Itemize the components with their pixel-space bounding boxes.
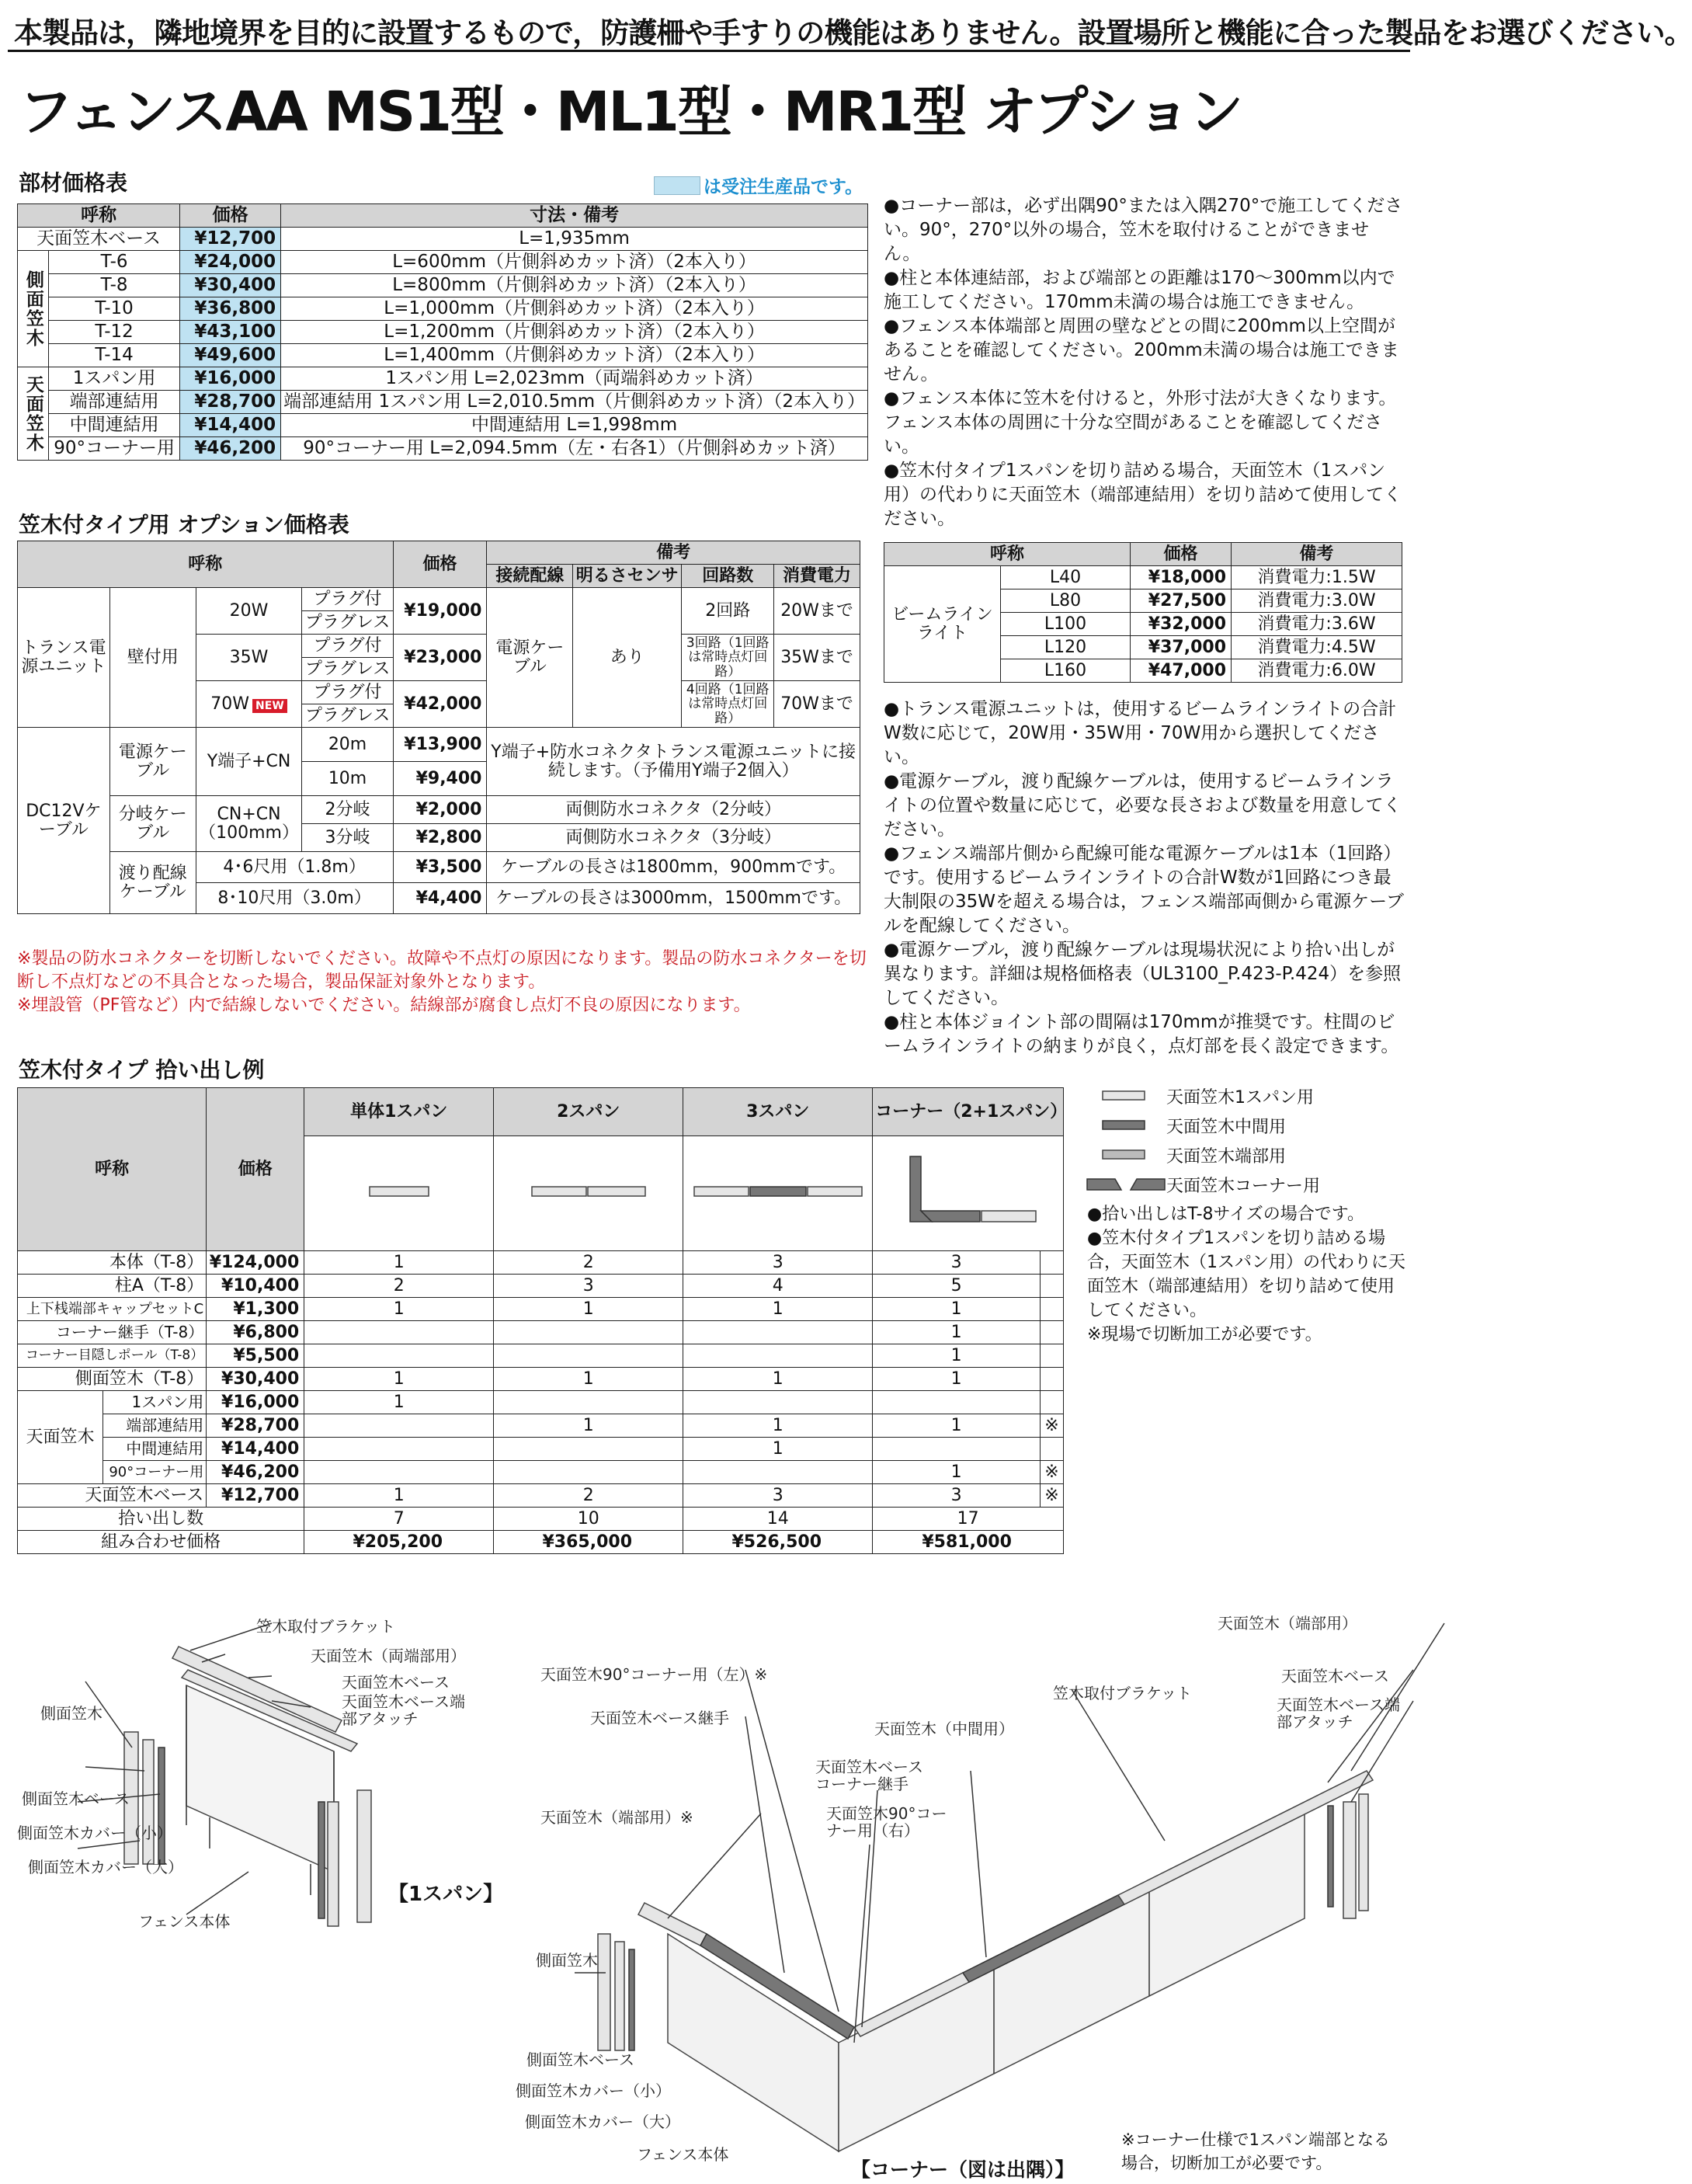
label-1span-cover-small: 側面笠木カバー（小） xyxy=(17,1824,172,1842)
header-divider xyxy=(8,50,1410,52)
label-1span-bracket: 笠木取付ブラケット xyxy=(256,1617,395,1636)
table-row: T-12 ¥43,100 L=1,200mm（片側斜めカット済）（2本入り） xyxy=(18,321,868,344)
label-1span-top-base: 天面笠木ベース xyxy=(342,1673,450,1692)
corner-footnote: ※コーナー仕様で1スパン端部となる場合，切断加工が必要です。 xyxy=(1121,2130,1390,2172)
option-table-title: 笠木付タイプ用 オプション価格表 xyxy=(19,512,349,537)
table-row: 端部連結用 ¥28,700 1 1 1 ※ xyxy=(18,1414,1064,1438)
label-1span-side-rail: 側面笠木 xyxy=(40,1704,102,1723)
new-badge: NEW xyxy=(252,699,287,713)
table-row: 拾い出し数 7 10 14 17 xyxy=(18,1508,1064,1531)
table-row: L120 ¥37,000 消費電力:4.5W xyxy=(884,636,1402,659)
parts-table-title: 部材価格表 xyxy=(19,170,128,196)
label-corner-top-end-right: 天面笠木（端部用） xyxy=(1218,1614,1357,1633)
table-row: 90°コーナー用 ¥46,200 90°コーナー用 L=2,094.5mm（左・右各1）（片側斜めカット済） xyxy=(18,437,868,461)
pickup-table: 呼称 価格 単体1スパン 2スパン 3スパン コーナー（2+1スパン） 本体（T-8） ¥124,000 1 2 3 3 柱A（T-8） ¥10,400 2 3 4 5 上下桟端部キャップセットC ¥1,300 1 1 1 1 コーナー継手（T-8） ¥6,800 1 コーナー目隠しポール（T-8） ¥5,500 1 側面笠木（T-8） ¥30,400 1 1 1 1 天面笠木 1スパン用 ¥16,000 1 端部連結用 ¥28,700 1 1 1 ※ 中間連結用 ¥14,400 1 90°コーナー用 ¥46,200 1 ※ 天面笠木ベース ¥12,700 1 2 3 3 ※ 拾い出し数 7 10 14 17 組み合わせ価格 ¥205,200 ¥365,000 ¥526,500 ¥581,000 xyxy=(17,1087,1064,1554)
table-row: ビームラインライト L40 ¥18,000 消費電力:1.5W xyxy=(884,566,1402,589)
beam-line-table: 呼称 価格 備考 ビームラインライト L40 ¥18,000 消費電力:1.5W L80 ¥27,500 消費電力:3.0W L100 ¥32,000 消費電力:3.6W L120 ¥37,000 消費電力:4.5W L160 ¥47,000 消費電力:6.0W xyxy=(884,542,1402,683)
table-row: 35W プラグ付 ¥23,000 3回路（1回路は常時点灯回路） 35Wまで xyxy=(18,635,860,658)
label-1span-fence-body: フェンス本体 xyxy=(138,1912,231,1931)
table-row: T-8 ¥30,400 L=800mm（片側斜めカット済）（2本入り） xyxy=(18,274,868,297)
caption-1span: 【1スパン】 xyxy=(388,1883,504,1906)
layout-2span xyxy=(494,1136,683,1251)
table-row: 90°コーナー用 ¥46,200 1 ※ xyxy=(18,1461,1064,1484)
table-row: 天面笠木 1スパン用 ¥16,000 1 xyxy=(18,1391,1064,1414)
label-corner-top-base: 天面笠木ベース xyxy=(1281,1667,1389,1685)
option-price-table: 呼称 価格 備考 接続配線 明るさセンサ 回路数 消費電力 トランス電源ユニット 壁付用 20W プラグ付 ¥19,000 電源ケーブル あり 2回路 20Wまで プラグレス 35W プラグ付 ¥23,000 3回路（1回路は常時点灯回路） 35Wまで プラグレス 70W NEW プラグ付 ¥42,000 4回路（1回路は常時点灯回路） 70Wまで プラグレス DC12Vケーブル 電源ケーブル Y端子+CN 20m ¥13,900 Y端子+防水コネクタトランス電源ユニットに接続します。（予備用Y端子2個入） 10m ¥9,400 分岐ケーブル CN+CN（100mm） 2分岐 ¥2,000 両側防水コネクタ（2分岐） 3分岐 ¥2,800 両側防水コネクタ（3分岐） 渡り配線ケーブル 4･6尺用（1.8m） ¥3,500 ケーブルの長さは1800mm，900mmです。 8･10尺用（3.0m） ¥4,400 ケーブルの長さは3000mm，1500mmです。 xyxy=(17,541,860,914)
label-1span-side-base: 側面笠木ベース xyxy=(22,1789,130,1808)
table-row: 天面笠木ベース ¥12,700 L=1,935mm xyxy=(18,228,868,251)
table-row: 分岐ケーブル CN+CN（100mm） 2分岐 ¥2,000 両側防水コネクタ（2分岐） xyxy=(18,796,860,824)
table-row: L80 ¥27,500 消費電力:3.0W xyxy=(884,589,1402,613)
made-to-order-legend: は受注生産品です。 xyxy=(654,172,863,198)
table-row: 側面笠木 T-6 ¥24,000 L=600mm（片側斜めカット済）（2本入り） xyxy=(18,251,868,274)
layout-corner xyxy=(873,1136,1064,1251)
label-corner-middle: 天面笠木（中間用） xyxy=(874,1720,1014,1738)
header-note: 寸法・備考 xyxy=(281,204,868,228)
pickup-table-title: 笠木付タイプ 拾い出し例 xyxy=(19,1057,265,1083)
page-title: フェンスAA MS1型・ML1型・MR1型 オプション xyxy=(19,80,1242,144)
table-row: 上下桟端部キャップセットC ¥1,300 1 1 1 1 xyxy=(18,1298,1064,1321)
table-row: コーナー継手（T-8） ¥6,800 1 xyxy=(18,1321,1064,1344)
table-row: コーナー目隠しポール（T-8） ¥5,500 1 xyxy=(18,1344,1064,1368)
label-corner-cover-large: 側面笠木カバー（大） xyxy=(525,2113,680,2131)
label-corner-bracket: 笠木取付ブラケット xyxy=(1053,1684,1192,1702)
table-row: 70W NEW プラグ付 ¥42,000 4回路（1回路は常時点灯回路） 70Wまで xyxy=(18,681,860,704)
header-price: 価格 xyxy=(180,204,281,228)
notes-mid: ●トランス電源ユニットは，使用するビームラインライトの合計W数に応じて，20W用・35W用・70W用から選択してください。 ●電源ケーブル，渡り配線ケーブルは，使用するビームラインライトの位置や数量に応じて，必要な長さおよび数量を用意してください。 ●フェンス端部片側から配線可能な電源ケーブルは1本（1回路）です。使用するビームラインライトの合計W数が1回路につき最大制限の35Wを超える場合は，フェンス端部両側から電源ケーブルを配線してください。 ●電源ケーブル，渡り配線ケーブルは現場状況により拾い出しが異なります。詳細は規格価格表（UL3100_P.423-P.424）を参照してください。 ●柱と本体ジョイント部の間隔は170mmが推奨です。柱間のビームラインライトの納まりが良く，点灯部を長く設定できます。 xyxy=(884,699,1405,1056)
table-row: L160 ¥47,000 消費電力:6.0W xyxy=(884,659,1402,683)
layout-1span xyxy=(304,1136,494,1251)
table-row: L100 ¥32,000 消費電力:3.6W xyxy=(884,613,1402,636)
pickup-legend: 天面笠木1スパン用 天面笠木中間用 天面笠木端部用 天面笠木コーナー用 xyxy=(1087,1081,1405,1199)
table-row: 端部連結用 ¥28,700 端部連結用 1スパン用 L=2,010.5mm（片側斜めカット済）（2本入り） xyxy=(18,391,868,414)
table-row: 側面笠木（T-8） ¥30,400 1 1 1 1 xyxy=(18,1368,1064,1391)
label-corner-90-left: 天面笠木90°コーナー用（左）※ xyxy=(540,1665,768,1684)
table-row: 渡り配線ケーブル 4･6尺用（1.8m） ¥3,500 ケーブルの長さは1800mm，900mmです。 xyxy=(18,852,860,883)
table-row: T-14 ¥49,600 L=1,400mm（片側斜めカット済）（2本入り） xyxy=(18,344,868,367)
label-1span-end-attach: 天面笠木ベース端部アタッチ xyxy=(342,1692,465,1728)
table-row: 中間連結用 ¥14,400 1 xyxy=(18,1438,1064,1461)
caption-corner: 【コーナー（図は出隅）】 xyxy=(851,2158,1075,2181)
label-corner-fence-body: フェンス本体 xyxy=(637,2145,729,2164)
label-corner-90-right: 天面笠木90°コーナー用（右） xyxy=(826,1804,947,1840)
label-corner-base-joint: 天面笠木ベース継手 xyxy=(590,1709,729,1727)
table-row: 天面笠木ベース ¥12,700 1 2 3 3 ※ xyxy=(18,1484,1064,1508)
table-row: DC12Vケーブル 電源ケーブル Y端子+CN 20m ¥13,900 Y端子+防水コネクタトランス電源ユニットに接続します。（予備用Y端子2個入） xyxy=(18,728,860,762)
label-corner-top-end-left: 天面笠木（端部用）※ xyxy=(540,1808,693,1827)
label-corner-side-rail: 側面笠木 xyxy=(536,1951,598,1970)
label-corner-cover-small: 側面笠木カバー（小） xyxy=(516,2081,671,2100)
label-1span-top-rail: 天面笠木（両端部用） xyxy=(311,1647,466,1665)
table-row: 本体（T-8） ¥124,000 1 2 3 3 xyxy=(18,1251,1064,1275)
label-corner-base-corner-joint: 天面笠木ベースコーナー継手 xyxy=(815,1758,923,1793)
pickup-notes: ●拾い出しはT-8サイズの場合です。 ●笠木付タイプ1スパンを切り詰める場合，天面笠木（1スパン用）の代わりに天面笠木（端部連結用）を切り詰めて使用してください。 ※現場で切断加工が必要です。 xyxy=(1087,1205,1405,1344)
label-corner-end-attach: 天面笠木ベース端部アタッチ xyxy=(1277,1695,1400,1731)
table-row: トランス電源ユニット 壁付用 20W プラグ付 ¥19,000 電源ケーブル あり 2回路 20Wまで xyxy=(18,588,860,611)
table-row: 組み合わせ価格 ¥205,200 ¥365,000 ¥526,500 ¥581,000 xyxy=(18,1531,1064,1554)
table-row: 柱A（T-8） ¥10,400 2 3 4 5 xyxy=(18,1275,1064,1298)
table-row: 中間連結用 ¥14,400 中間連結用 L=1,998mm xyxy=(18,414,868,437)
notes-top: ●コーナー部は，必ず出隅90°または入隅270°で施工してください。90°，270°以外の場合，笠木を取付けることができません。 ●柱と本体連結部，および端部との距離は170～300mm以内で施工してください。170mm未満の場合は施工できません。 ●フェンス本体端部と周囲の壁などとの間に200mm以上空間があることを確認してください。200mm未満の場合は施工できません。 ●フェンス本体に笠木を付けると，外形寸法が大きくなります。フェンス本体の周囲に十分な空間があることを確認してください。 ●笠木付タイプ1スパンを切り詰める場合，天面笠木（1スパン用）の代わりに天面笠木（端部連結用）を切り詰めて使用してください。 xyxy=(884,196,1403,529)
label-1span-cover-large: 側面笠木カバー（大） xyxy=(28,1858,183,1876)
made-to-order-swatch xyxy=(654,176,700,195)
parts-price-table xyxy=(17,203,868,461)
table-row: 天面笠木 1スパン用 ¥16,000 1スパン用 L=2,023mm（両端斜めカット済） xyxy=(18,367,868,391)
diagram-corner xyxy=(528,1608,1413,2151)
table-row: T-10 ¥36,800 L=1,000mm（片側斜めカット済）（2本入り） xyxy=(18,297,868,321)
usage-notice: 本製品は，隣地境界を目的に設置するもので，防護柵や手すりの機能はありません。設置場所と機能に合った製品をお選びください。 xyxy=(14,16,1692,50)
label-corner-side-base: 側面笠木ベース xyxy=(526,2050,634,2069)
layout-3span xyxy=(683,1136,873,1251)
header-name: 呼称 xyxy=(18,204,180,228)
option-warnings: ※製品の防水コネクターを切断しないでください。故障や不点灯の原因になります。製品の防水コネクターを切断し不点灯などの不具合となった場合，製品保証対象外となります。 ※埋設管（PF管など）内で結線しないでください。結線部が腐食し点灯不良の原因になります。 xyxy=(17,949,867,1015)
